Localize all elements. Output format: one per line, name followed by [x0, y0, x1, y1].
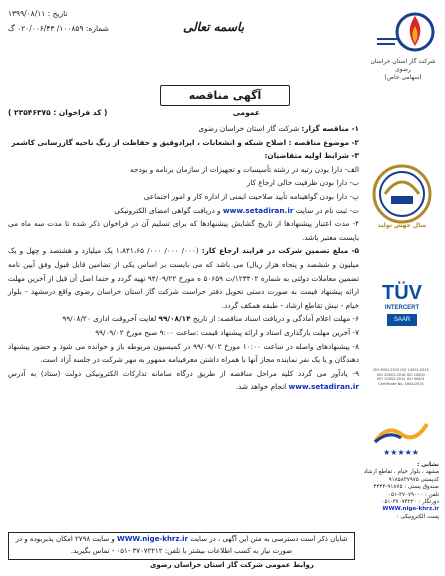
page-title: آگهی مناقصه [160, 85, 290, 106]
te-pre: ت- ثبت نام در سایت [293, 205, 359, 215]
notice-line [8, 108, 355, 120]
tuv-sub: INTERCERT [384, 305, 420, 311]
company-sub-text: (سهامی خاص) [384, 74, 422, 81]
cert-line: Certificate No. 1604/2015 [378, 381, 424, 386]
item-9-post: انجام خواهد شد. [235, 382, 289, 392]
item-9 [8, 367, 359, 394]
item-3-te [8, 204, 359, 218]
notice-body [8, 122, 359, 394]
item-5-label: ۵- مبلغ تضمین شرکت در فرایند ارجاع کار: [201, 246, 360, 256]
tuv-saar: SAAR [387, 314, 417, 326]
footer-line-1-post: و سایت ۲۷۹۸ امکان پذیربوده و در [15, 535, 117, 543]
item-5-text: (۰۰۰/ ۰۰۰/ ۰۰۰/ ۱،۸۴۱،۶۵ یک میلیارد و هشتصد و چهل و یک میلیون و ششصد و پنجاه هزار ریال) می باشد که می بایست بر اساس یکی از تضامین قابل قبول وفق آیین نامه تضمین معاملات دولتی به شماره ۱۲۳۴۰۲/ت ۵۰۶۵۹ ه مورخ ۹۴/۰۹/۲۲ تهیه گردد و حتما اصل آن قبل از آخرین مهلت ارائه پیشنهاد قیمت به صورت دستی تحویل دفتر حراست شرکت گاز استان خراسان رضوی واقع درمشهد - بلوار خیام - نبش تقاطع ارشاد - طبقه همکف گردد. [8, 246, 360, 310]
stars-rating: ★★★★★ [383, 448, 419, 457]
item-2-label: ۲- موضوع مناقصه : [288, 137, 359, 147]
footer-line-2: صورت نیاز به کسب اطلاعات بیشتر با تلفن: ۳۷۰۷۲۲۱۲ -۰۵۱ - تماس بگیرید. [70, 547, 293, 555]
tuv-certification-logo [377, 282, 427, 342]
badge-text: سال جهش تولید [377, 222, 427, 229]
notice-type: عمومی [232, 108, 260, 117]
production-leap-badge [371, 160, 433, 232]
item-6 [8, 312, 359, 326]
setadiran-link-2[interactable]: www.setadiran.ir [288, 382, 359, 392]
item-7: ۷- آخرین مهلت بارگذاری اسناد و ارائه پیشنهاد قیمت :ساعت ۹:۰۰ صبح مورخ ۹۹/۰۹/۰۲ [95, 327, 359, 337]
quality-award-logo [367, 420, 435, 456]
date-label: تاریخ : ۱۳۹۹/۰۸/۱۱ [8, 9, 68, 18]
cert-line: ISO 10002:2014 ISO 50001 [377, 377, 425, 381]
footer-line-1 [9, 533, 354, 545]
item-1-label: ۱- مناقصه گزار: [301, 124, 359, 133]
item-3-pe: پ- دارا بودن گواهینامه تأیید صلاحیت ایمنی از اداره کار و امور اجتماعی [143, 191, 359, 201]
bismillah-heading: باسمه تعالی [183, 20, 245, 34]
contact-line: تلفن : ۳۷۰۷۹۰۰۰-۰۵۱ [387, 491, 439, 498]
item-5 [8, 244, 359, 312]
certificate-list [367, 368, 435, 386]
contact-line: صندوق پستی : ۹۱۸۷۵-۴۴۴۴ [373, 484, 439, 491]
item-6-pre: ۶- مهلت اعلام آمادگی و دریافت اسناد مناقصه: از تاریخ [190, 314, 359, 324]
company-name-text: شرکت گاز استان خراسان رضوی [370, 58, 436, 73]
te-post: و دریافت گواهی امضای الکترونیکی [114, 205, 223, 215]
contact-line: مشهد ، بلوار خیام ، تقاطع ارشاد [363, 469, 439, 476]
item-1 [8, 122, 359, 136]
item-1-text: شرکت گاز استان خراسان رضوی [198, 124, 302, 133]
item-9-pre: ۹- یادآور می گردد کلیه مراحل مناقصه از طریق درگاه سامانه تدارکات الکترونیکی دولت (ستاد) به آدرس [8, 368, 359, 378]
item-3-alef: الف- دارا بودن رتبه در رشته تأسیسات و تجهیزات از سازمان برنامه و بودجه [130, 164, 359, 174]
number-label: شماره: ۱۰۰۸۵۹/ ۰۲۰/۰۰۶/۴۳ گ [8, 24, 109, 33]
footer-signature: روابط عمومی شرکت گاز استان خراسان رضوی [150, 561, 314, 569]
contact-line: پست الکترونیکی : [396, 513, 439, 520]
company-name [367, 58, 439, 82]
item-6-date: ۹۹/۰۸/۱۴ [158, 314, 191, 324]
cert-line: ISO 45001:2018 ISO 10004 [377, 372, 425, 377]
contact-line: دورنگار : ۳۷۰۷۴۲۲۰-۰۵۱ [381, 499, 439, 506]
footer-line-1-pre: شایان ذکر است دسترسی به متن این آگهی ، در سایت [187, 535, 348, 543]
cert-line: ISO 9001:2015 ISO 14001:2015 [373, 368, 429, 372]
website-link[interactable]: WWW.nige-khrz.ir [382, 506, 439, 513]
item-8: ۸- پیشنهادهای واصله در ساعت ۱۰:۰۰ مورخ ۹۹/۰۹/۰۲ در کمیسیون مربوطه باز و خوانده می شود و حضور پیشنهاد دهندگان و یا یک نفر نماینده مجاز آنها با همراه داشتن معرفینامه ممهور به مهر شرکت در جلسه آزاد است. [8, 341, 359, 365]
contact-line: کدپستی ۹۱۸۵۸۳۷۹۷۵ [388, 476, 439, 483]
item-4: ۴- مدت اعتبار پیشنهادها از تاریخ گشایش پیشنهادها که برای تسلیم آن در فراخوان ذکر شده تا مدت سه ماه می بایست معتبر باشد. [8, 219, 359, 242]
date-number-block [8, 6, 128, 36]
item-2-text: اصلاح شبکه و انشعابات ، ایزادوقیق و حفاظت از زنگ ناحیه گازرسانی کاشمر [11, 137, 289, 147]
footer-box [8, 532, 355, 560]
contact-info [361, 462, 439, 521]
contact-line: نشانی : [417, 462, 439, 468]
footer-website-link[interactable]: WWW.nige-khrz.ir [116, 535, 188, 543]
item-6-post: لغایت آخروقت اداری ۹۹/۰۸/۲۰ [62, 314, 159, 324]
item-2 [8, 136, 359, 150]
item-3: ۳- شرایط اولیه متقاضیان: [264, 151, 359, 161]
tuv-text: TÜV [382, 282, 422, 304]
setadiran-link[interactable]: www.setadiran.ir [222, 205, 294, 215]
notice-code: ( کد فراخوان : ۲۳۵۴۶۳۷۵ ) [8, 108, 108, 117]
item-3-be: ب- دارا بودن ظرفیت خالی ارجاع کار [246, 178, 359, 188]
